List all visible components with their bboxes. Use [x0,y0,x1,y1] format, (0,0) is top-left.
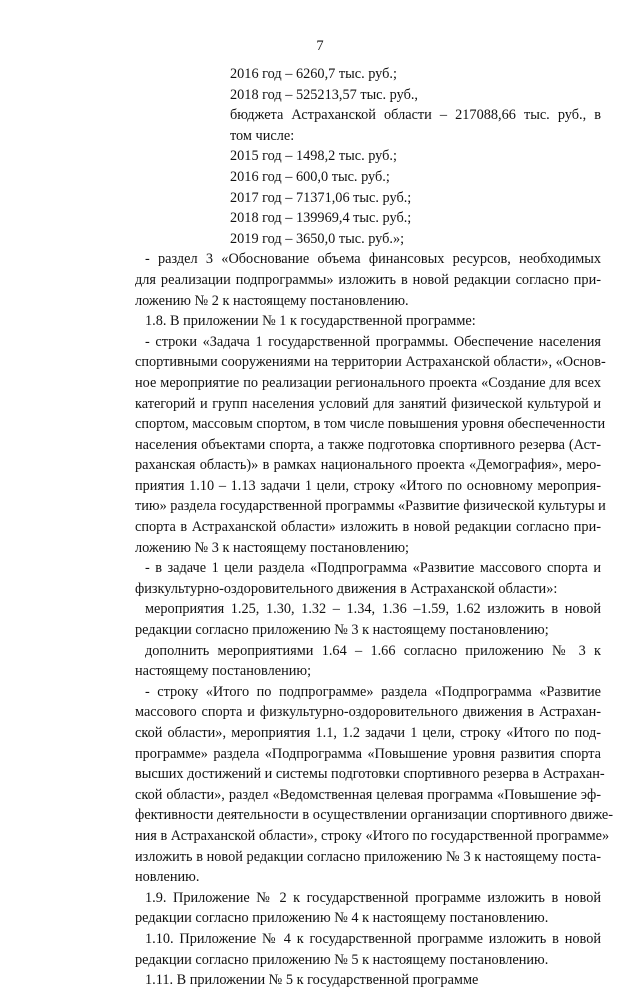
paragraph [135,558,601,599]
budget-line: бюджета Астраханской области – 217088,66 тыс. руб., в [230,107,601,124]
paragraph-line: редакции согласно приложению № 3 к настоящему постановлению; [135,622,549,639]
paragraph-line: ской области», мероприятия 1.1, 1.2 задачи 1 цели, строку «Итого по под- [135,725,601,741]
paragraph-line: дополнить мероприятиями 1.64 – 1.66 согласно приложению № 3 к [145,642,601,659]
paragraph-line: 1.11. В приложении № 5 к государственной программе [145,972,479,989]
paragraph-line: 1.9. Приложение № 2 к государственной программе изложить в новой [145,889,601,906]
page-number: 7 [316,38,324,54]
paragraph-line: изложить в новой редакции согласно приложению № 3 к настоящему поста- [135,848,601,865]
paragraph-line: спортивными сооружениями на территории Астраханской области», «Основ- [135,354,606,371]
paragraph-line: мероприятия 1.25, 1.30, 1.32 – 1.34, 1.36 –1.59, 1.62 изложить в новой [145,601,601,618]
paragraph-line: - раздел 3 «Обоснование объема финансовых ресурсов, необходимых [145,251,601,268]
paragraph [135,929,601,970]
paragraph-line: - строку «Итого по подпрограмме» раздела «Подпрограмма «Развитие [145,683,601,700]
paragraph [135,249,601,311]
paragraphs [135,249,614,990]
funding-line: 2018 год – 525213,57 тыс. руб., [230,86,419,103]
paragraph [135,888,601,929]
funding-line: 2019 год – 3650,0 тыс. руб.»; [230,230,405,247]
paragraph-line: населения объектами спорта, а также подготовка спортивного резерва (Аст- [135,436,601,453]
budget-line: том числе: [230,127,295,144]
paragraph-line: спортом, массовым спортом, в том числе повышения уровня обеспеченности [135,416,606,433]
paragraph-line: редакции согласно приложению № 4 к настоящему постановлению. [135,910,549,927]
paragraph-line: ное мероприятие по реализации регионального проекта «Создание для всех [135,374,601,391]
paragraph-line: спорта в Астраханской области» изложить в новой редакции согласно при- [135,519,601,536]
funding-line: 2016 год – 6260,7 тыс. руб.; [230,66,397,82]
funding-line: 2017 год – 71371,06 тыс. руб.; [230,189,412,206]
paragraph-line: ния в Астраханской области», строку «Итого по государственной программе» [135,827,610,844]
paragraph-line: новлению. [135,869,200,886]
paragraph [135,311,601,332]
paragraph [135,970,601,991]
paragraph [135,641,601,682]
paragraph-line: физкультурно-оздоровительного движения в Астраханской области»: [135,580,558,597]
paragraph-line: массового спорта и физкультурно-оздоровительного движения в Астрахан- [135,704,601,721]
paragraph [135,599,601,640]
paragraph-line: - в задаче 1 цели раздела «Подпрограмма «Развитие массового спорта и [145,560,601,577]
paragraph-line: раханская область)» в рамках национального проекта «Демография», меро- [135,457,601,474]
paragraph [135,682,614,888]
paragraph-line: категорий и групп населения условий для занятий физической культурой и [135,395,601,412]
paragraph-line: для реализации подпрограммы» изложить в новой редакции согласно при- [135,271,601,288]
paragraph-line: приятия 1.10 – 1.13 задачи 1 цели, строку «Итого по основному мероприя- [135,477,601,494]
paragraph-line: 1.10. Приложение № 4 к государственной программе изложить в новой [145,930,601,947]
paragraph-line: 1.8. В приложении № 1 к государственной программе: [145,313,476,330]
paragraph-line: - строки «Задача 1 государственной программы. Обеспечение населения [145,333,601,350]
paragraph-line: ской области», раздел «Ведомственная целевая программа «Повышение эф- [135,786,601,803]
paragraph-line: ложению № 2 к настоящему постановлению. [135,292,409,309]
paragraph-line: тию» раздела государственной программы «Развитие физической культуры и [135,498,606,515]
paragraph [135,332,606,559]
document-body [135,64,614,991]
paragraph-line: ложению № 3 к настоящему постановлению; [135,539,410,556]
funding-line: 2016 год – 600,0 тыс. руб.; [230,168,390,185]
paragraph-line: фективности деятельности в осуществлении организации спортивного движе- [135,807,614,824]
paragraph-line: высших достижений и системы подготовки спортивного резерва в Астрахан- [135,766,605,783]
funding-line: 2015 год – 1498,2 тыс. руб.; [230,148,397,165]
funding-line: 2018 год – 139969,4 тыс. руб.; [230,210,412,227]
paragraph-line: редакции согласно приложению № 5 к настоящему постановлению. [135,951,549,968]
paragraph-line: настоящему постановлению; [135,663,312,680]
paragraph-line: программе» раздела «Подпрограмма «Повышение уровня развития спорта [135,745,601,762]
